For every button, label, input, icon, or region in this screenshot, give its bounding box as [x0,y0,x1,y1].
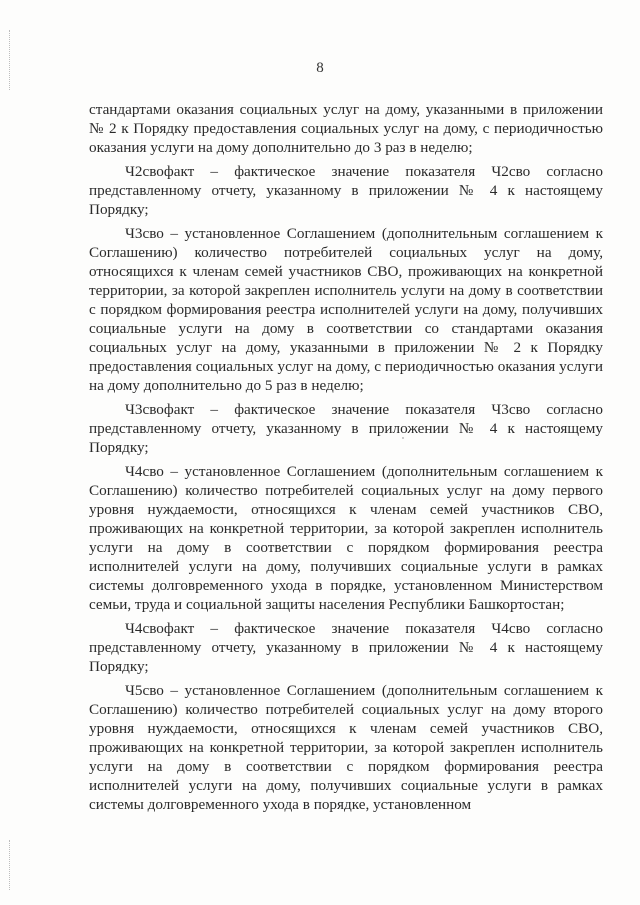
paragraph-ch2svofakt: Ч2свофакт – фактическое значение показателя Ч2сво согласно представленному отчету, указанному в приложении № 4 к настоящему Порядку; [89,162,603,218]
paragraph-ch3svofakt: Ч3свофакт – фактическое значение показателя Ч3сво согласно представленному отчету, указанному в приложении № 4 к настоящему Порядку; [89,400,603,457]
paragraph-ch4svofakt: Ч4свофакт – фактическое значение показателя Ч4сво согласно представленному отчету, указанному в приложении № 4 к настоящему Порядку; [89,619,603,676]
paragraph-ch3svo: Ч3сво – установленное Соглашением (дополнительным соглашением к Соглашению) количество потребителей социальных услуг на дому, относящихся к членам семей участников СВО, проживающих на конкретной территории, за которой закреплен исполнитель услуги на дому в соответствии с порядком формирования реестра исполнителей услуги на дому, получивших социальные услуги на дому в соответствии со стандартами оказания социальных услуг на дому, указанными в приложении № 2 к Порядку предоставления социальных услуг на дому, с периодичностью оказания услуги на дому дополнительно до 5 раз в неделю; [89,224,603,395]
document-body [89,100,603,819]
paragraph-continuation: стандартами оказания социальных услуг на дому, указанными в приложении № 2 к Порядку предоставления социальных услуг на дому, с периодичностью оказания услуги на дому дополнительно до 3 раз в неделю; [89,101,603,157]
paragraph-ch4svo: Ч4сво – установленное Соглашением (дополнительным соглашением к Соглашению) количество потребителей социальных услуг на дому первого уровня нуждаемости, относящихся к членам семей участников СВО, проживающих на конкретной территории, за которой закреплен исполнитель услуги на дому в соответствии с порядком формирования реестра исполнителей услуги на дому, получивших социальные услуги в рамках системы долговременного ухода в порядке, установленном Министерством семьи, труда и социальной защиты населения Республики Башкортостан; [89,462,603,614]
binding-margin-marks-lower [9,840,12,890]
page-number: 8 [316,60,324,76]
paragraph-ch5svo: Ч5сво – установленное Соглашением (дополнительным соглашением к Соглашению) количество потребителей социальных услуг на дому второго уровня нуждаемости, относящихся к членам семей участников СВО, проживающих на конкретной территории, за которой закреплен исполнитель услуги на дому в соответствии с порядком формирования реестра исполнителей услуги на дому, получивших социальные услуги в рамках системы долговременного ухода в порядке, установленном [89,681,603,814]
